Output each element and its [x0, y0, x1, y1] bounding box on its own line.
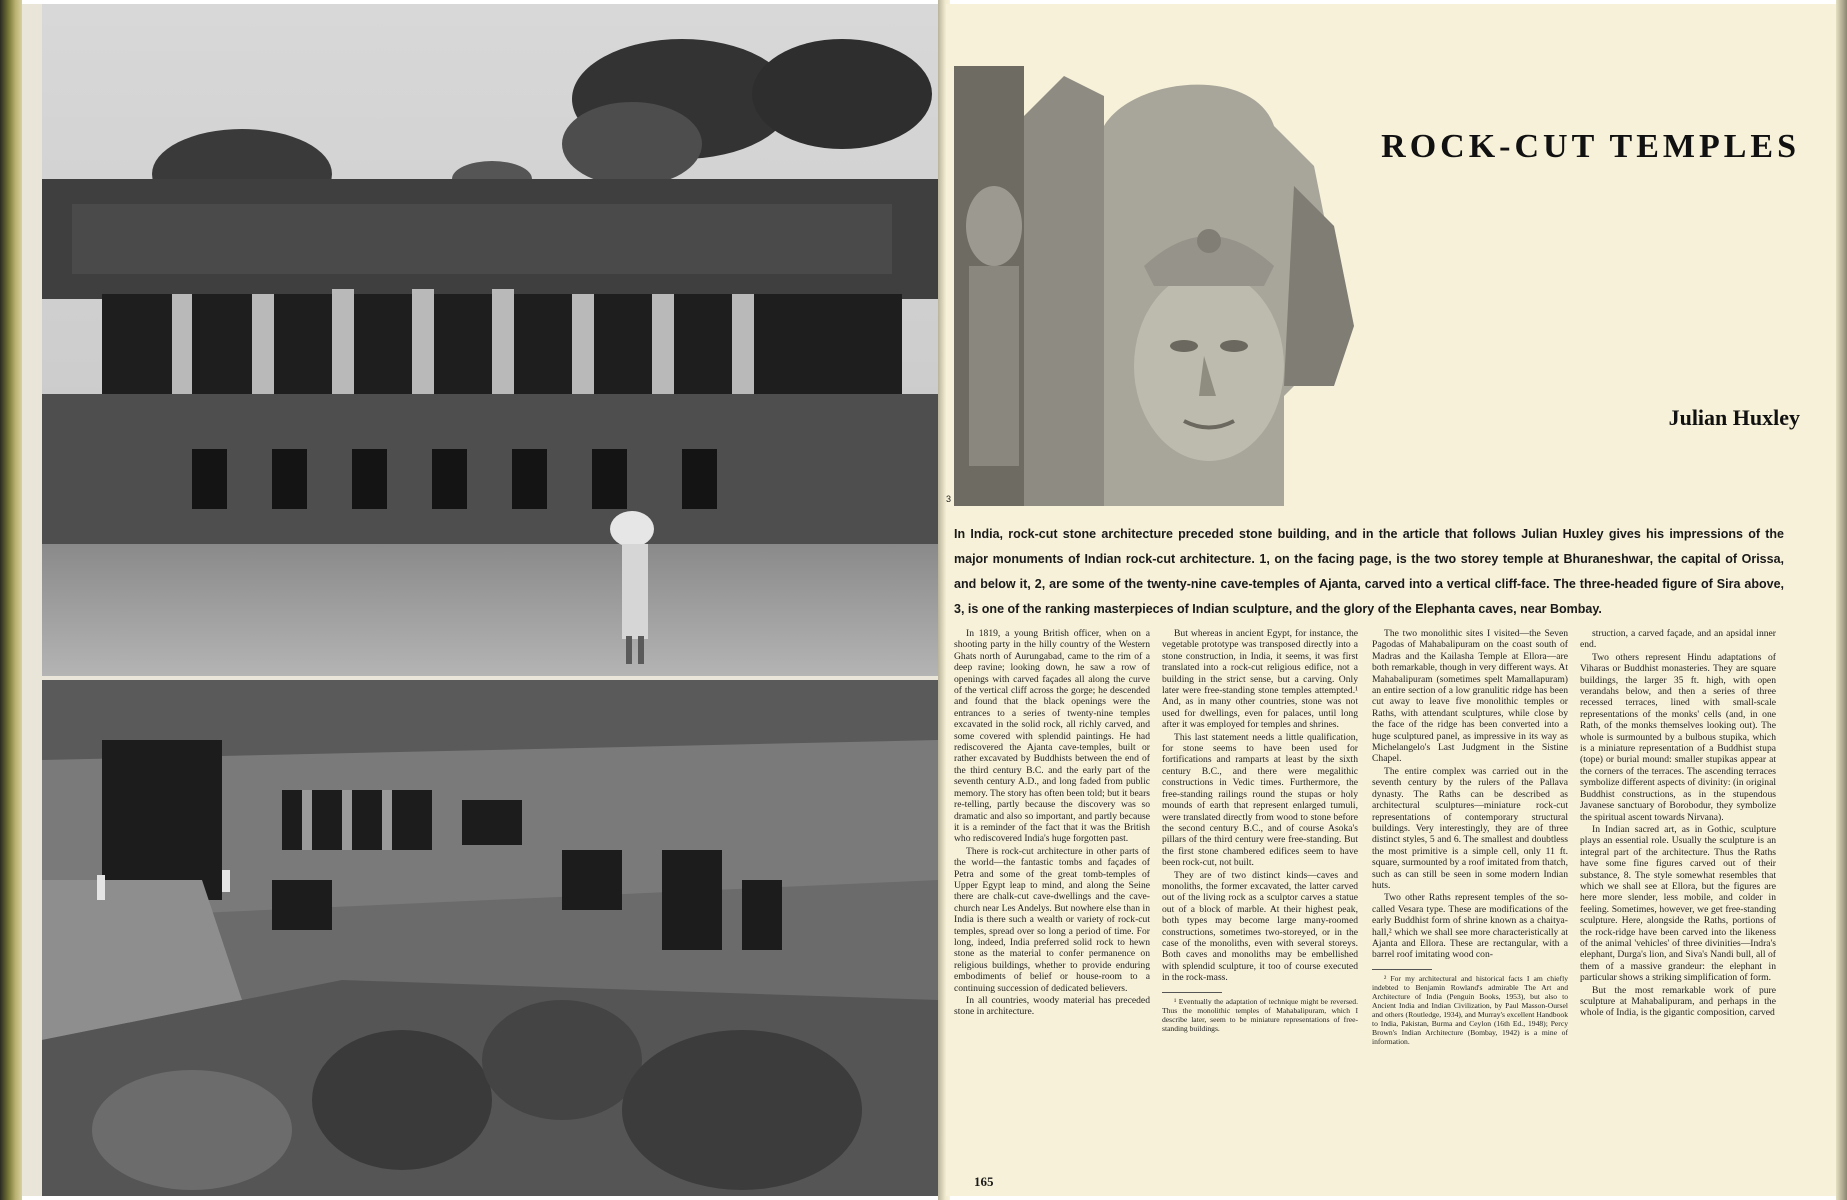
paragraph: In 1819, a young British officer, when on a shooting party in the hilly country of the Western Ghats north of Aurungabad, came to the rim of a deep ravine; looking down, he saw a row of openings with carved façades all along the curve of the vertical cliff across the gorge; he descended and found that the black openings were the entrances to a series of twenty-nine temples excavated in the solid rock, all richly carved, and some covered with splendid paintings. He had rediscovered the Ajanta cave-temples, built or rather excavated by Buddhists between the end of the third century B.C. and the early part of the seventh century A.D., and long faded from public memory. The story has often been told; but it bears re-telling, partly because the discovery was so dramatic and also so important, and partly because it is a reminder of the fact that it was the British who rediscovered India's huge forgotten past.: [954, 628, 1150, 845]
paragraph: Two other Raths represent temples of the so-called Vesara type. These are modifications of the early Buddhist form of shrine known as a chaitya-hall,² which we shall see more characteristically at Ajanta and Ellora. These are rectangular, with a barrel roof imitating wood con-: [1372, 892, 1568, 961]
text-column-1: [954, 628, 1150, 1019]
text-column-2: [1162, 628, 1358, 1034]
footnote-rule: [1162, 992, 1222, 993]
article-title: ROCK-CUT TEMPLES: [1381, 128, 1800, 165]
temple-photo-bhuraneshwar: [42, 4, 938, 676]
page-edge-right: [1836, 0, 1847, 1200]
paragraph: But whereas in ancient Egypt, for instance, the vegetable prototype was transposed directly into a stone construction, in India, it seems, it was first translated into a rock-cut religious edifice, not a building in the strict sense, but a carving. Only later were free-standing stone temples attempted.¹ And, as in many other countries, stone was not used for dwellings, even for palaces, until long after it was employed for temples and shrines.: [1162, 628, 1358, 731]
article-author: Julian Huxley: [1668, 405, 1800, 430]
text-column-3: [1372, 628, 1568, 1047]
figure-number: 3: [946, 494, 952, 504]
text-column-4: [1580, 628, 1776, 1020]
paragraph: The entire complex was carried out in the seventh century by the rulers of the Pallava dynasty. The Raths can be described as architectural sculptures—miniature rock-cut representations of contemporary structural buildings. Very interestingly, they are of three distinct styles, 5 and 6. The smallest and doubtless the most primitive is a simple cell, only 11 ft. square, surmounted by a roof imitated from thatch, such as can still be seen in some modern Indian huts.: [1372, 765, 1568, 891]
paragraph: Two others represent Hindu adaptations of Viharas or Buddhist monasteries. They are square buildings, the larger 35 ft. high, with open verandahs below, and then a series of three recessed terraces, lined with small-scale representations of the monks' cells (and, in one Rath, of the monks themselves looking out). The whole is surmounted by a bulbous stupika, which is a miniature representation of a Buddhist stupa (tope) or burial mound: smaller stupikas appear at the corners of the terraces. The ascending terraces symbolize different aspects of divinity: (in original Buddhist constructions, as in the stupendous Javanese sanctuary of Borobodur, they symbolize the spiritual ascent towards Nirvana).: [1580, 651, 1776, 823]
article-body: [954, 628, 1784, 1148]
paragraph: There is rock-cut architecture in other parts of the world—the fantastic tombs and façades of Petra and some of the great tomb-temples of Upper Egypt leap to mind, and along the Seine there are chalk-cut cave-dwellings and the cave-church near Les Andelys. But nowhere else than in India is there such a wealth or variety of rock-cut temples, spread over so long a period of time. For long, indeed, India preferred solid rock to hewn stone as the material to confer permanence on religious buildings, whether to provide enduring embodiments of belief or house-room to a continuing succession of dedicated believers.: [954, 845, 1150, 994]
paragraph: In all countries, woody material has preceded stone in architecture.: [954, 995, 1150, 1018]
page-number: 165: [974, 1174, 994, 1189]
page-edge-left: [0, 0, 22, 1200]
paragraph: This last statement needs a little qualification, for stone seems to have been used for fortifications and ramparts at least by the sixth century B.C., and there were megalithic constructions in Vedic times. Furthermore, the free-standing railings round the stupas or holy mounds of earth that represent enlarged tumuli, were translated directly from wood to stone before the second century B.C., and of course Asoka's pillars of the third century were free-standing. But the first stone chambered edifices seem to have been rock-cut, not built.: [1162, 731, 1358, 869]
footnote-1: ¹ Eventually the adaptation of technique might be reversed. Thus the monolithic temples of Mahabalipuram, which I describe later, seem to be miniature representations of free-standing buildings.: [1162, 996, 1358, 1033]
paragraph: The two monolithic sites I visited—the Seven Pagodas of Mahabalipuram on the coast south of Madras and the Kailasha Temple at Ellora—are both remarkable, though in very different ways. At Mahabalipuram (sometimes spelt Mamallapuram) an entire section of a low granulitic ridge has been cut away to leave five monolithic temples or Raths, with attendant sculptures, while close by the face of the ridge has been converted into a huge sculptured panel, as impressive in its way as Michelangelo's Last Judgment in the Sistine Chapel.: [1372, 628, 1568, 765]
paragraph: struction, a carved façade, and an apsidal inner end.: [1580, 628, 1776, 651]
paragraph: But the most remarkable work of pure sculpture at Mahabalipuram, and perhaps in the whole of India, is the gigantic composition, carved: [1580, 984, 1776, 1019]
paragraph: They are of two distinct kinds—caves and monoliths, the former excavated, the latter carved out of the living rock as a sculptor carves a statue out of a block of marble. At their highest peak, both types may become large many-roomed constructions, sometimes two-storeyed, or in the case of the monoliths, even with several storeys. Both caves and monoliths may be embellished with splendid sculpture, it too of course executed in the rock-mass.: [1162, 869, 1358, 984]
footnote-2: ² For my architectural and historical facts I am chiefly indebted to Benjamin Rowland's admirable The Art and Architecture of India (Penguin Books, 1953), but also to Ancient India and Indian Civilization, by Paul Masson-Oursel and others (Routledge, 1934), and Murray's excellent Handbook to India, Pakistan, Burma and Ceylon (16th Ed., 1948); Percy Brown's Indian Architecture (Bombay, 1942) is a mine of information.: [1372, 973, 1568, 1046]
footnote-rule: [1372, 969, 1432, 970]
cave-photo-ajanta: [42, 680, 938, 1196]
article-standfirst: In India, rock-cut stone architecture preceded stone building, and in the article that follows Julian Huxley gives his impressions of the major monuments of Indian rock-cut architecture. 1, on the facing page, is the two storey temple at Bhuraneshwar, the capital of Orissa, and below it, 2, are some of the twenty-nine cave-temples of Ajanta, carved into a vertical cliff-face. The three-headed figure of Sira above, 3, is one of the ranking masterpieces of Indian sculpture, and the glory of the Elephanta caves, near Bombay.: [954, 527, 1784, 616]
paragraph: In Indian sacred art, as in Gothic, sculpture plays an essential role. Usually the sculpture is an integral part of the architecture. Thus the Raths have some fine figures carved out of their substance, 8. The style somewhat resembles that which we shall see at Ellora, but the figures are here more slender, less mobile, and colder in feeling. Sometimes, however, we get free-standing sculpture. Here, alongside the Raths, portions of the rock-ridge have been carved into the likeness of the animal 'vehicles' of three divinities—Indra's elephant, Durga's lion, and Siva's Nandi bull, all of them of a massive grandeur: the elephant in particular shows a striking simplification of form.: [1580, 823, 1776, 984]
